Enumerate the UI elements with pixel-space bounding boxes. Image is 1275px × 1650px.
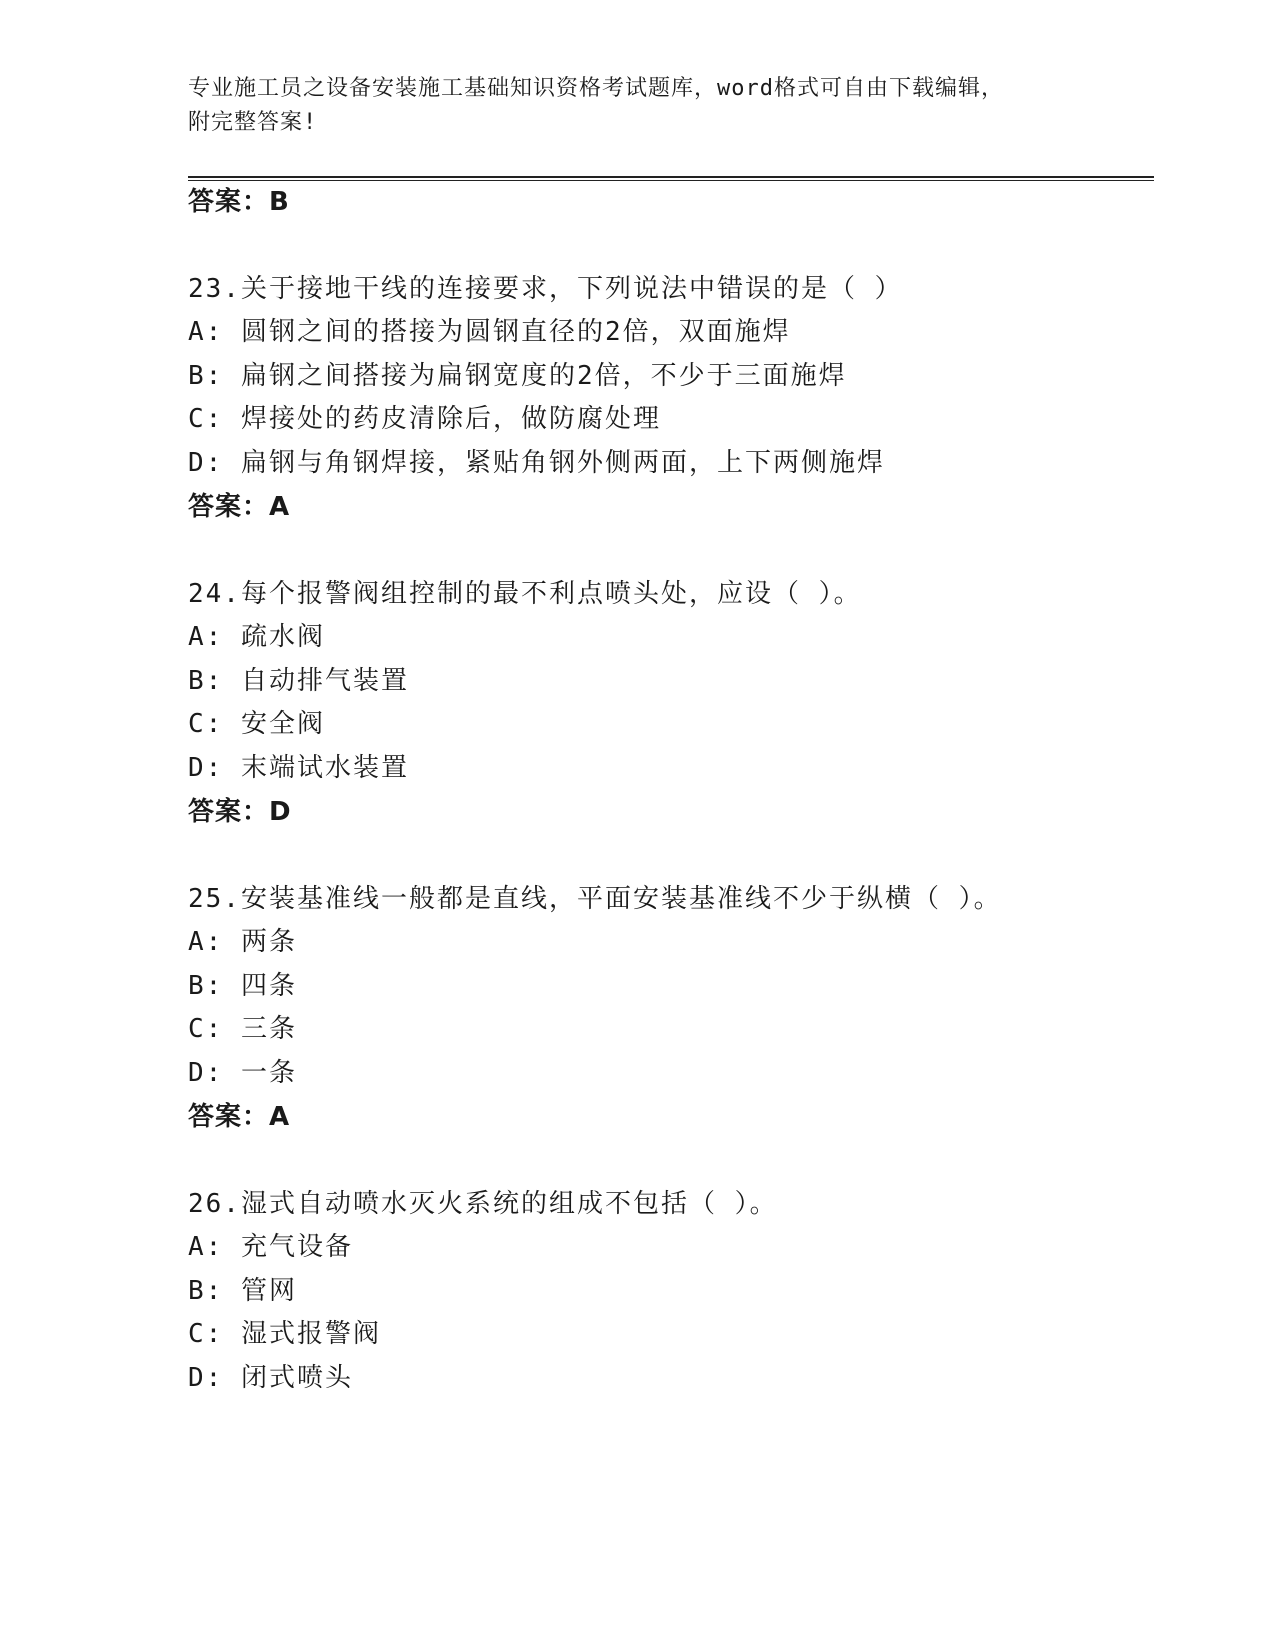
question-25-option-a: A: 两条 [188, 927, 297, 957]
question-25-option-d: D: 一条 [188, 1058, 297, 1088]
question-24-option-a: A: 疏水阀 [188, 622, 325, 652]
question-23-stem: 23.关于接地干线的连接要求，下列说法中错误的是（ ） [188, 274, 903, 304]
question-26-option-a: A: 充气设备 [188, 1232, 353, 1262]
answer-prev: 答案：B [188, 187, 290, 217]
question-25-option-c: C: 三条 [188, 1014, 297, 1044]
question-23-option-c: C: 焊接处的药皮清除后，做防腐处理 [188, 404, 661, 434]
document-header [188, 72, 1088, 140]
question-23-option-a: A: 圆钢之间的搭接为圆钢直径的2倍，双面施焊 [188, 317, 791, 347]
question-25-option-b: B: 四条 [188, 971, 297, 1001]
question-26-option-c: C: 湿式报警阀 [188, 1319, 381, 1349]
question-25-stem: 25.安装基准线一般都是直线，平面安装基准线不少于纵横（ ）。 [188, 884, 1002, 914]
question-26-option-d: D: 闭式喷头 [188, 1363, 353, 1393]
question-25-answer: 答案：A [188, 1102, 291, 1132]
question-26-option-b: B: 管网 [188, 1276, 297, 1306]
header-line-2: 附完整答案! [188, 110, 318, 135]
question-24-option-c: C: 安全阀 [188, 709, 325, 739]
header-divider [188, 176, 1154, 181]
question-23-option-d: D: 扁钢与角钢焊接，紧贴角钢外侧两面，上下两侧施焊 [188, 448, 885, 478]
question-24-stem: 24.每个报警阀组控制的最不利点喷头处，应设（ ）。 [188, 579, 862, 609]
header-line-1: 专业施工员之设备安装施工基础知识资格考试题库，word格式可自由下载编辑， [188, 76, 1004, 101]
question-23-option-b: B: 扁钢之间搭接为扁钢宽度的2倍，不少于三面施焊 [188, 361, 847, 391]
question-24-option-b: B: 自动排气装置 [188, 666, 409, 696]
question-23-answer: 答案：A [188, 492, 291, 522]
question-24-option-d: D: 末端试水装置 [188, 753, 409, 783]
question-26-stem: 26.湿式自动喷水灭火系统的组成不包括（ ）。 [188, 1189, 778, 1219]
question-24-answer: 答案：D [188, 797, 292, 827]
